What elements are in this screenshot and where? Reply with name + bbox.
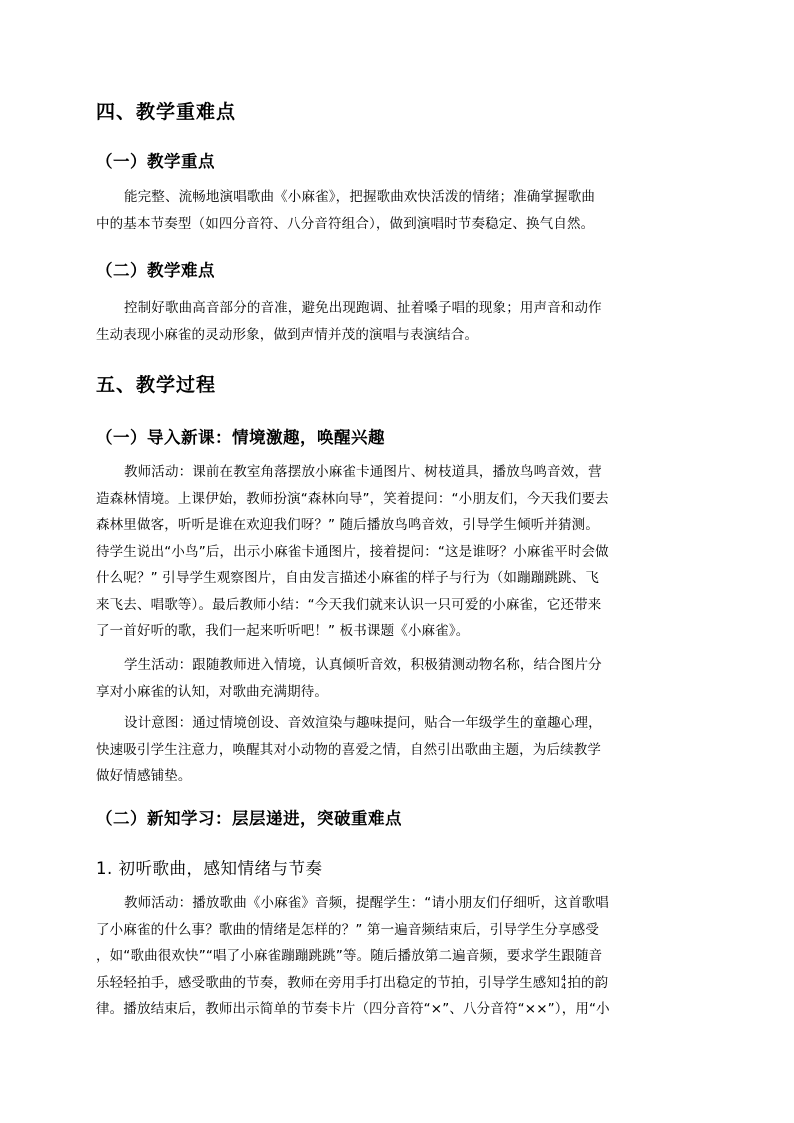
paragraph-line: 享对小麻雀的认知，对歌曲充满期待。 (96, 683, 329, 700)
paragraph-line: 造森林情境。上课伊始，教师扮演“森林向导”，笑着提问：“小朋友们，今天我们要去 (96, 490, 609, 507)
paragraph-line: 做好情感铺垫。 (96, 768, 192, 784)
time-signature-fraction (561, 975, 566, 991)
paragraph-line: 教师活动：课前在教室角落摆放小麻雀卡通图片、树枝道具，播放鸟鸣音效，营 (124, 464, 602, 480)
item1-teacher-paragraph (96, 890, 700, 1023)
paragraph-line: 什么呢？” 引导学生观察图片，自由发言描述小麻雀的样子与行为（如蹦蹦跳跳、飞 (96, 570, 599, 586)
fraction-numerator: 4 (561, 973, 567, 983)
paragraph-line-with-fraction (96, 970, 700, 997)
section4-sub2-heading: （二）教学难点 (96, 261, 215, 280)
design-intent-paragraph (96, 710, 700, 790)
paragraph-line: 律。播放结束后，教师出示简单的节奏卡片（四分音符“×”、八分音符“××”），用“小 (96, 1001, 610, 1017)
paragraph-line: 森林里做客，听听是谁在欢迎我们呀？” 随后播放鸟鸣音效，引导学生倾听并猜测。 (96, 517, 599, 533)
section4-sub2-paragraph (96, 295, 700, 348)
section4-sub1-paragraph (96, 184, 700, 237)
line-text: 乐轻轻拍手，感受歌曲的节奏，教师在旁用手打出稳定的节拍，引导学生感知 (96, 974, 561, 991)
paragraph-line: 待学生说出“小鸟”后，出示小麻雀卡通图片，接着提问：“这是谁呀？小麻雀平时会做 (96, 543, 609, 560)
section5-sub2-heading: （二）新知学习：层层递进，突破重难点 (96, 809, 402, 828)
section4-sub1-heading: （一）教学重点 (96, 152, 215, 171)
paragraph-line: 控制好歌曲高音部分的音准，避免出现跑调、扯着嗓子唱的现象；用声音和动作 (124, 300, 602, 316)
paragraph-line: 设计意图：通过情境创设、音效渲染与趣味提问，贴合一年级学生的童趣心理， (124, 715, 602, 731)
section4-heading: 四、教学重难点 (96, 101, 237, 123)
paragraph-line: ，如“歌曲很欢快”“唱了小麻雀蹦蹦跳跳”等。随后播放第二遍音频，要求学生跟随音 (96, 948, 603, 964)
paragraph-line: 了小麻雀的什么事？歌曲的情绪是怎样的？” 第一遍音频结束后，引导学生分享感受 (96, 921, 599, 938)
section5-heading: 五、教学过程 (96, 374, 217, 396)
paragraph-line: 了一首好听的歌，我们一起来听听吧！” 板书课题《小麻雀》。 (96, 623, 470, 639)
paragraph-line: 中的基本节奏型（如四分音符、八分音符组合），做到演唱时节奏稳定、换气自然。 (96, 215, 595, 232)
section5-sub1-heading: （一）导入新课：情境激趣，唤醒兴趣 (96, 428, 385, 447)
item1-heading: 1. 初听歌曲，感知情绪与节奏 (96, 859, 323, 878)
paragraph-line: 学生活动：跟随教师进入情境，认真倾听音效，积极猜测动物名称，结合图片分 (124, 657, 602, 673)
paragraph-line: 快速吸引学生注意力，唤醒其对小动物的喜爱之情，自然引出歌曲主题，为后续教学 (96, 741, 602, 758)
paragraph-line: 生动表现小麻雀的灵动形象，做到声情并茂的演唱与表演结合。 (96, 326, 479, 343)
fraction-denominator: 4 (561, 981, 567, 991)
teacher-activity-paragraph (96, 459, 700, 645)
student-activity-paragraph (96, 652, 700, 705)
line-tail: 拍的韵 (567, 974, 609, 991)
paragraph-line: 教师活动：播放歌曲《小麻雀》音频，提醒学生：“请小朋友们仔细听，这首歌唱 (124, 895, 609, 911)
paragraph-line: 能完整、流畅地演唱歌曲《小麻雀》，把握歌曲欢快活泼的情绪；准确掌握歌曲 (124, 189, 595, 205)
paragraph-line: 来飞去、唱歌等）。最后教师小结：“今天我们就来认识一只可爱的小麻雀，它还带来 (96, 596, 602, 613)
